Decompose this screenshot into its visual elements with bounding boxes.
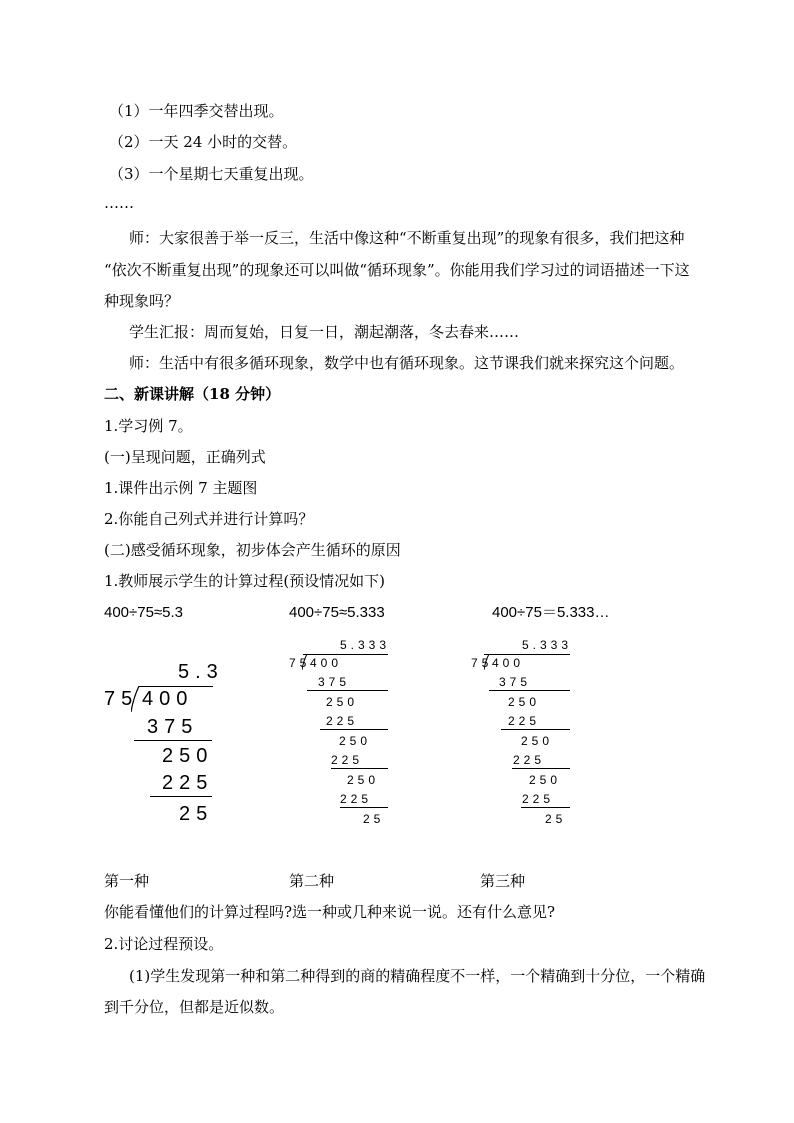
subtrahend-row: 225 (508, 714, 541, 728)
caption-second: 第二种 (289, 872, 335, 890)
teacher-remark: 师：生活中有很多循环现象，数学中也有循环现象。这节课我们就来探究这个问题。 (129, 354, 685, 372)
remainder-row: 250 (162, 745, 214, 767)
remainder-row: 250 (529, 773, 562, 787)
caption-first: 第一种 (104, 872, 150, 890)
question-line: 你能看懂他们的计算过程吗?选一种或几种来说一说。还有什么意见? (104, 903, 556, 921)
final-remainder: 25 (545, 812, 567, 826)
division-bar (139, 686, 213, 687)
subtrahend-row: 375 (318, 675, 351, 689)
quotient: 5.3 (178, 661, 224, 683)
subtrahend-row: 225 (326, 714, 359, 728)
division-bracket (484, 654, 490, 670)
rule-line (307, 690, 388, 691)
ellipsis-line: …… (104, 194, 134, 212)
divisor: 75 (471, 656, 493, 670)
teacher-paragraph-line-1: 师：大家很善于举一反三，生活中像这种“不断重复出现”的现象有很多，我们把这种 (129, 229, 685, 247)
equation-2: 400÷75≈5.333 (289, 604, 385, 621)
rule-line (134, 740, 212, 741)
step-discussion: 2.讨论过程预设。 (104, 935, 224, 953)
list-item-seasons: （1）一年四季交替出现。 (109, 102, 284, 120)
dividend: 400 (310, 656, 343, 670)
final-remainder: 25 (179, 803, 214, 825)
remainder-row: 250 (347, 773, 380, 787)
rule-line (489, 690, 570, 691)
rule-line (512, 768, 570, 769)
teacher-paragraph-line-3: 种现象吗？ (104, 292, 180, 310)
rule-line (320, 729, 388, 730)
student-report: 学生汇报：周而复始，日复一日，潮起潮落，冬去春来…… (129, 323, 520, 341)
subtrahend-row: 225 (340, 792, 373, 806)
dividend: 400 (492, 656, 525, 670)
step-calculate: 2.你能自己列式并进行计算吗？ (104, 510, 314, 528)
quotient: 5.333 (522, 638, 573, 652)
subtrahend-row: 225 (331, 753, 364, 767)
step-show-process: 1.教师展示学生的计算过程(预设情况如下) (104, 572, 386, 590)
division-bracket (131, 686, 141, 712)
step-feel-cycle: (二)感受循环现象，初步体会产生循环的原因 (104, 541, 401, 559)
divisor: 75 (289, 656, 311, 670)
subtrahend-row: 225 (522, 792, 555, 806)
section-heading: 二、新课讲解（18 分钟） (104, 385, 281, 403)
rule-line (150, 796, 212, 797)
step-1: 1.学习例 7。 (104, 417, 193, 435)
subtrahend-row: 375 (147, 716, 199, 738)
subtrahend-row: 375 (499, 675, 532, 689)
division-bar (484, 654, 570, 655)
remainder-row: 250 (508, 695, 541, 709)
teacher-paragraph-line-2: “依次不断重复出现”的现象还可以叫做“循环现象”。你能用我们学习过的词语描述一下这 (104, 261, 690, 279)
equation-1: 400÷75≈5.3 (104, 604, 184, 621)
rule-line (340, 807, 388, 808)
equation-3: 400÷75＝5.333… (492, 604, 610, 621)
remainder-row: 250 (339, 734, 372, 748)
quotient: 5.333 (340, 638, 391, 652)
remainder-row: 250 (326, 695, 359, 709)
list-item-day: （2）一天 24 小时的交替。 (109, 133, 298, 151)
rule-line (331, 768, 388, 769)
divisor: 75 (104, 688, 139, 710)
step-show-image: 1.课件出示例 7 主题图 (104, 479, 258, 497)
division-bracket (302, 654, 308, 670)
rule-line (501, 729, 570, 730)
dividend: 400 (142, 688, 194, 710)
discussion-paragraph-line-2: 到千分位，但都是近似数。 (104, 998, 285, 1016)
list-item-week: （3）一个星期七天重复出现。 (109, 165, 314, 183)
rule-line (521, 807, 570, 808)
discussion-paragraph-line-1: (1)学生发现第一种和第二种得到的商的精确程度不一样，一个精确到十分位，一个精确 (129, 967, 706, 985)
caption-third: 第三种 (480, 872, 526, 890)
division-bar (303, 654, 388, 655)
remainder-row: 250 (521, 734, 554, 748)
step-present-problem: (一)呈现问题，正确列式 (104, 448, 266, 466)
final-remainder: 25 (363, 812, 385, 826)
subtrahend-row: 225 (513, 753, 546, 767)
subtrahend-row: 225 (162, 772, 214, 794)
